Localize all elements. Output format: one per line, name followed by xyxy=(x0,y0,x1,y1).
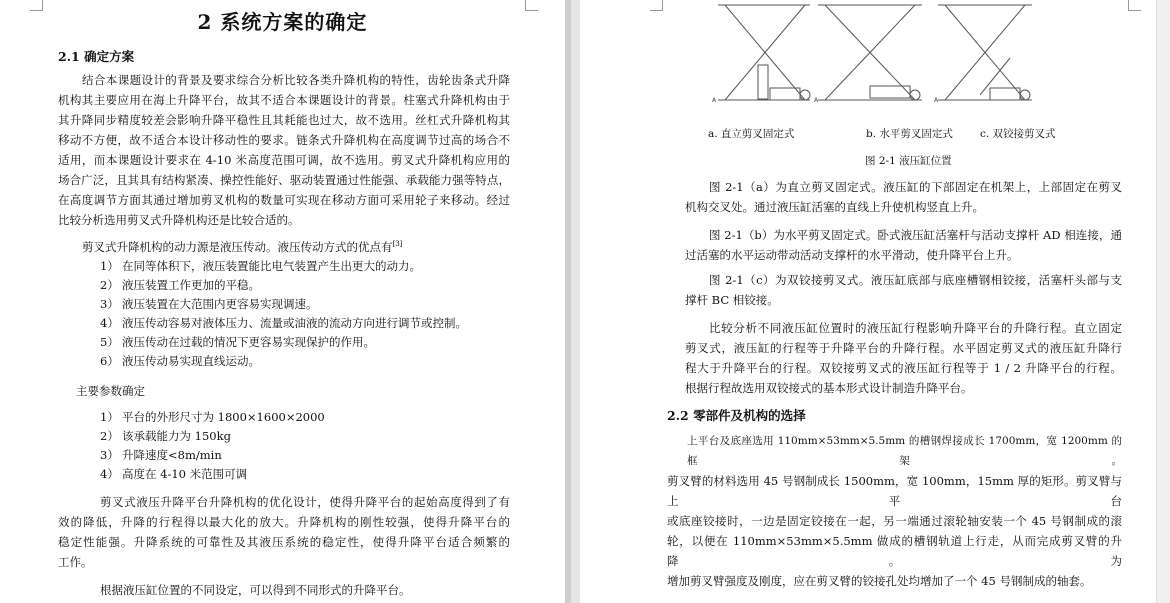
text-line xyxy=(82,234,402,257)
text-line: 稳定性能强。升降系统的可靠性及其液压系统的稳定性，使得升降平台适合频繁的 xyxy=(58,535,510,549)
roller xyxy=(910,90,920,100)
text-line: 剪叉式液压升降平台升降机构的优化设计，使得升降平台的起始高度得到了有 xyxy=(100,495,510,509)
list-number: 5） xyxy=(100,335,119,349)
list-item xyxy=(100,314,467,333)
paragraph-stroke-comparison xyxy=(685,318,1122,398)
crop-mark-top-right xyxy=(1128,0,1141,11)
hydraulic-cylinder xyxy=(758,65,768,99)
list-number: 2） xyxy=(100,429,119,443)
list-item xyxy=(100,276,467,295)
list-item xyxy=(100,427,325,446)
document-page-left xyxy=(0,0,565,603)
list-number: 1） xyxy=(100,259,119,273)
text-line: 增加剪叉臂强度及刚度，应在剪叉臂的铰接孔处均增加了一个 45 号钢制成的轴套。 xyxy=(667,574,1092,588)
text-line: 图 2-1（c）为双铰接剪叉式。液压缸底部与底座槽钢相铰接，活塞杆头部与支 xyxy=(709,273,1122,287)
chapter-title: 2 系统方案的确定 xyxy=(197,10,368,34)
list-item xyxy=(100,257,467,276)
list-text: 液压传动容易对液体压力、流量或油液的流动方向进行调节或控制。 xyxy=(122,316,467,330)
text-line: 轮，以便在 110mm×53mm×5.5mm 做成的槽钢轨道上行走，从而完成剪叉臂的升降。为 xyxy=(667,534,1122,568)
list-number: 2） xyxy=(100,278,119,292)
text-line: 比较分析不同液压缸位置时的液压缸行程影响升降平台的升降行程。直立固定 xyxy=(709,321,1122,335)
page-gap xyxy=(565,0,571,603)
vertical-scrollbar[interactable] xyxy=(1156,0,1170,603)
list-item xyxy=(100,333,467,352)
text-line: 过活塞的水平运动带动活动支撑杆的水平滑动，使升降平台上升。 xyxy=(685,248,1019,262)
text-line: 效的降低，升降的行程得以最大化的放大。升降机构的刚性较强，使得升降平台的 xyxy=(58,515,510,529)
list-text: 液压传动易实现直线运动。 xyxy=(122,354,260,368)
text-line: 结合本课题设计的背景及要求综合分析比较各类升降机构的特性，齿轮齿条式升降 xyxy=(82,73,510,87)
text-line: 工作。 xyxy=(58,555,93,569)
text-line: 比较分析选用剪叉式升降机构还是比较合适的。 xyxy=(58,213,300,227)
list-text: 液压装置在大范围内更容易实现调速。 xyxy=(122,297,318,311)
paragraph-fig-a xyxy=(685,177,1122,217)
paragraph-components xyxy=(667,431,1122,591)
base-block xyxy=(990,88,1020,100)
text-line: 撑杆 BC 相铰接。 xyxy=(685,293,779,307)
paragraph-optimization xyxy=(58,492,510,572)
text-line: 图 2-1（a）为直立剪叉固定式。液压缸的下部固定在机架上，上部固定在剪叉 xyxy=(709,180,1122,194)
paragraph-scheme-analysis xyxy=(58,70,510,230)
text-line: 上平台及底座选用 110mm×53mm×5.5mm 的槽钢焊接成长 1700mm，宽 1200mm 的框架。 xyxy=(687,435,1122,467)
figure-label-c: c. 双铰接剪叉式 xyxy=(980,128,1056,140)
section-heading-2-1: 2.1 确定方案 xyxy=(58,49,135,64)
text-line: 移动不方便，故不适合本设计移动性的要求。链条式升降机构在高度调节过高的场合不 xyxy=(58,133,510,147)
list-text: 液压传动在过载的情况下更容易实现保护的作用。 xyxy=(122,335,375,349)
document-page-right xyxy=(580,0,1157,603)
text-line: 根据液压缸位置的不同设定，可以得到不同形式的升降平台。 xyxy=(100,583,411,597)
params-heading xyxy=(76,381,145,401)
section-heading-2-2: 2.2 零部件及机构的选择 xyxy=(667,408,806,423)
roller xyxy=(800,90,810,100)
text-line: 适用，而本课题设计要求在 4-10 米高度范围可调，故不选用。剪叉式升降机构应用的 xyxy=(58,153,510,167)
paragraph-fig-c xyxy=(685,270,1122,310)
citation-ref: [3] xyxy=(392,240,403,248)
text-line: 剪叉臂的材料选用 45 号钢制成长 1500mm，宽 100mm，15mm 厚的矩形。剪叉臂与上平台 xyxy=(667,474,1122,508)
point-label: A xyxy=(712,97,717,104)
figure-label-b: b. 水平剪叉固定式 xyxy=(866,128,953,140)
figure-caption: 图 2-1 液压缸位置 xyxy=(865,155,952,167)
list-number: 4） xyxy=(100,467,119,481)
text-line: 机构交叉处。通过液压缸活塞的直线上升使机构竖直上升。 xyxy=(685,200,984,214)
crop-mark-top-left xyxy=(650,0,663,11)
paragraph-cylinder-position xyxy=(100,580,411,600)
advantages-list xyxy=(100,257,467,371)
list-number: 3） xyxy=(100,448,119,462)
list-item xyxy=(100,352,467,371)
point-label: A xyxy=(934,97,939,104)
list-number: 1） xyxy=(100,410,119,424)
list-text: 液压装置工作更加的平稳。 xyxy=(122,278,260,292)
text-line: 程大于升降平台的行程。双铰接剪叉式的液压缸行程等于 1 / 2 升降平台的行程。 xyxy=(685,361,1122,375)
point-label: A xyxy=(814,97,819,104)
list-number: 3） xyxy=(100,297,119,311)
list-text: 高度在 4-10 米范围可调 xyxy=(122,467,248,481)
list-text: 该承载能力为 150kg xyxy=(122,429,231,443)
list-item xyxy=(100,408,325,427)
list-item xyxy=(100,446,325,465)
list-number: 6） xyxy=(100,354,119,368)
text-line: 或底座铰接时，一边是固定铰接在一起，另一端通过滚轮轴安装一个 45 号钢制成的滚 xyxy=(667,514,1122,528)
text-line: 主要参数确定 xyxy=(76,384,145,398)
list-text: 平台的外形尺寸为 1800×1600×2000 xyxy=(122,410,325,424)
text-line: 图 2-1（b）为水平剪叉固定式。卧式液压缸活塞杆与活动支撑杆 AD 相连接，通 xyxy=(709,228,1122,242)
text-line: 在高度调节方面其通过增加剪叉机构的数量可实现在移动方面可采用轮子来移动。经过 xyxy=(58,193,510,207)
intro-text: 剪叉式升降机构的动力源是液压传动。液压传动方式的优点有 xyxy=(82,239,393,254)
figure-label-a: a. 直立剪叉固定式 xyxy=(708,128,795,140)
paragraph-fig-b xyxy=(685,225,1122,265)
list-number: 4） xyxy=(100,316,119,330)
list-item xyxy=(100,465,325,484)
text-line: 场合广泛，且其具有结构紧凑、操控性能好、驱动装置通过性能强、承载能力强等特点， xyxy=(58,173,510,187)
paragraph-hydraulic-advantages-intro xyxy=(82,234,402,257)
text-line: 机构其主要应用在海上升降平台，故其不适合本课题设计的背景。柱塞式升降机构由于 xyxy=(58,93,510,107)
text-line: 其升降同步精度较差会影响升降平稳性且其耗能也过大，故不选用。丝杠式升降机构其 xyxy=(58,113,510,127)
base-block xyxy=(770,88,800,100)
text-line: 根据行程故选用双铰接式的基本形式设计制造升降平台。 xyxy=(685,381,973,395)
list-text: 升降速度<8m/min xyxy=(122,448,222,462)
params-list xyxy=(100,408,325,484)
list-text: 在同等体积下，液压装置能比电气装置产生出更大的动力。 xyxy=(122,259,421,273)
scissor-lift-diagrams xyxy=(710,0,1040,110)
text-line: 剪叉式，液压缸的行程等于升降平台的升降行程。水平固定剪叉式的液压缸升降行 xyxy=(685,341,1122,355)
roller xyxy=(1020,90,1030,100)
list-item xyxy=(100,295,467,314)
